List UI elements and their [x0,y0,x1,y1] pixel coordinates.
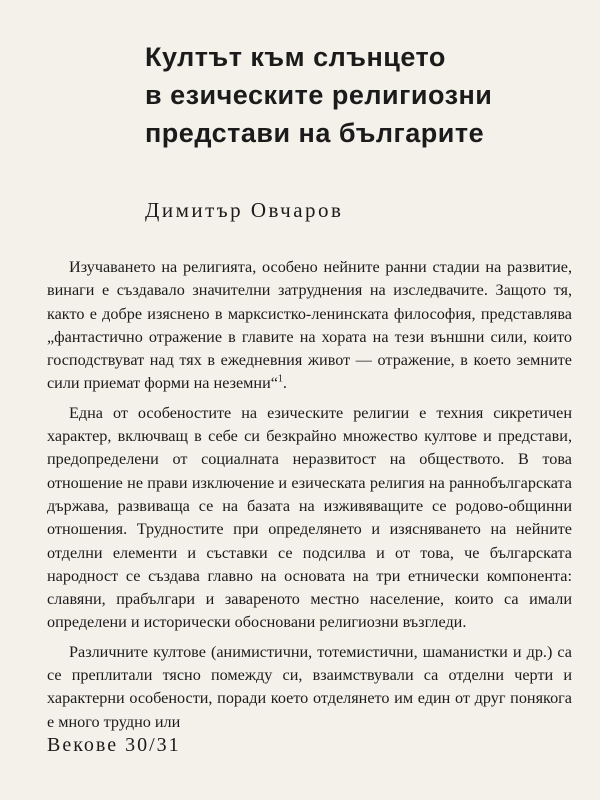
body-paragraph-1: Изучаването на религията, особено нейните ранни стадии на развитие, винаги е създавало значителни затруднения на изследвачите. Защото тя, както е добре изяснено в марксистко-ленинската философия, представлява „фантастично отражение в главите на хората на тези външни сили, които господствуват над тях в ежедневния живот — отражение, в което земните сили приемат форми на неземни“$^1$. [47,258,572,393]
article-title-line-3: представи на българите [145,118,485,148]
article-body [47,256,572,740]
article-title [145,38,565,152]
body-paragraph-1-text: Изучаването на религията, особено нейните ранни стадии на развитие, винаги е създавало значителни затруднения на изследвачите. Защото тя, както е добре изяснено в марксистко-ленинската философия, представлява „фантастично отражение в главите на хората на тези външни сили, които господствуват над тях в ежедневния живот — отражение, в което земните сили приемат форми на неземни“ [47,258,572,393]
body-paragraph-3: Различните култове (анимистични, тотемистични, шаманистки и др.) са се преплитали тясно помежду си, взаимствували са отделни черти и характерни особености, поради което отделянето им един от друг понякога е много трудно или [47,642,572,731]
article-author: Димитър Овчаров [145,198,344,222]
page-footer: Векове 30/31 [47,734,181,756]
article-title-line-2: в езическите религиозни [145,80,493,110]
footnote-marker: 1 [277,374,283,386]
body-paragraph-2: Една от особеностите на езическите религии е техния сикретичен характер, включващ в себе си безкрайно множество култове и представи, предопределени от социалната неразвитост на обществото. В това отношение не прави изключение и езическата религия на раннобългарската държава, развиваща се на базата на изживяващите се родово-общинни отношения. Трудностите при определянето и изясняването на нейните отделни елементи и съставки се подсилва и от това, че българската народност се създава главно на основата на три етнически компонента: славяни, прабългари и завареното местно население, които са имали определени и исторически обосновани религиозни възгледи. [47,403,572,632]
article-title-line-1: Култът към слънцето [145,42,446,72]
